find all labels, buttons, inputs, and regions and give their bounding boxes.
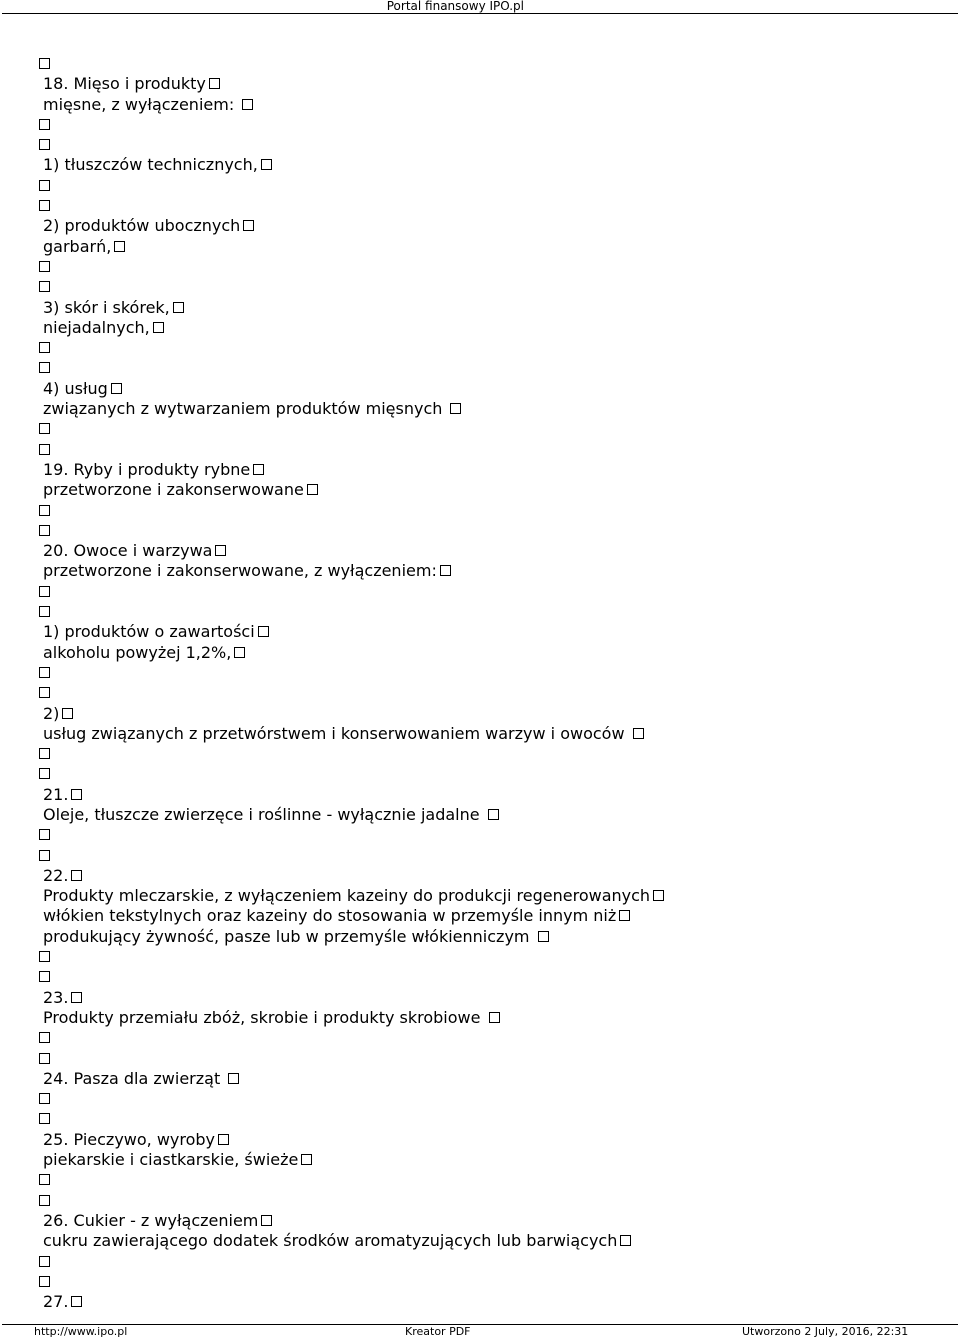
missing-glyph-box-icon [633, 728, 644, 739]
missing-glyph-box-icon [39, 667, 50, 678]
blank-line [43, 419, 943, 439]
text-line [43, 318, 943, 338]
text-line [43, 399, 943, 419]
footer-created-date: Utworzono 2 July, 2016, 22:31 [742, 1325, 909, 1338]
blank-line [43, 683, 943, 703]
text-line [43, 622, 943, 642]
missing-glyph-box-icon [39, 768, 50, 779]
missing-glyph-box-icon [243, 220, 254, 231]
line-text: 24. Pasza dla zwierząt [43, 1068, 226, 1088]
missing-glyph-box-icon [39, 342, 50, 353]
missing-glyph-box-icon [39, 829, 50, 840]
text-line [43, 237, 943, 257]
missing-glyph-box-icon [39, 281, 50, 292]
text-line [43, 155, 943, 175]
blank-line [43, 115, 943, 135]
line-text: związanych z wytwarzaniem produktów mięsnych [43, 399, 448, 419]
blank-line [43, 1049, 943, 1069]
missing-glyph-box-icon [234, 647, 245, 658]
missing-glyph-box-icon [39, 1256, 50, 1267]
missing-glyph-box-icon [111, 383, 122, 394]
missing-glyph-box-icon [228, 1073, 239, 1084]
line-text: 26. Cukier - z wyłączeniem [43, 1210, 259, 1230]
line-text: Oleje, tłuszcze zwierzęce i roślinne - wyłącznie jadalne [43, 804, 485, 824]
text-line [43, 1292, 943, 1312]
blank-line [43, 1252, 943, 1272]
missing-glyph-box-icon [71, 992, 82, 1003]
missing-glyph-box-icon [39, 423, 50, 434]
missing-glyph-box-icon [488, 809, 499, 820]
missing-glyph-box-icon [489, 1012, 500, 1023]
missing-glyph-box-icon [261, 159, 272, 170]
blank-line [43, 54, 943, 74]
missing-glyph-box-icon [258, 626, 269, 637]
text-line [43, 704, 943, 724]
line-text: przetworzone i zakonserwowane [43, 480, 304, 500]
missing-glyph-box-icon [71, 1296, 82, 1307]
missing-glyph-box-icon [39, 1053, 50, 1064]
missing-glyph-box-icon [39, 748, 50, 759]
blank-line [43, 176, 943, 196]
line-text: niejadalnych, [43, 317, 150, 337]
line-text: 18. Mięso i produkty [43, 74, 206, 94]
missing-glyph-box-icon [218, 1134, 229, 1145]
blank-line [43, 582, 943, 602]
missing-glyph-box-icon [253, 464, 264, 475]
missing-glyph-box-icon [39, 606, 50, 617]
blank-line [43, 1272, 943, 1292]
line-text: 3) skór i skórek, [43, 297, 170, 317]
missing-glyph-box-icon [39, 505, 50, 516]
blank-line [43, 521, 943, 541]
blank-line [43, 825, 943, 845]
missing-glyph-box-icon [71, 870, 82, 881]
missing-glyph-box-icon [114, 241, 125, 252]
line-text: piekarskie i ciastkarskie, świeże [43, 1150, 299, 1170]
line-text: Produkty mleczarskie, z wyłączeniem kazeiny do produkcji regenerowanych [43, 886, 651, 906]
blank-line [43, 1089, 943, 1109]
footer-creator: Kreator PDF [405, 1325, 471, 1338]
header-title: Portal finansowy IPO.pl [386, 0, 524, 13]
missing-glyph-box-icon [39, 1093, 50, 1104]
missing-glyph-box-icon [620, 1235, 631, 1246]
blank-line [43, 1109, 943, 1129]
text-line [43, 95, 943, 115]
missing-glyph-box-icon [39, 58, 50, 69]
blank-line [43, 663, 943, 683]
blank-line [43, 358, 943, 378]
line-text: 1) tłuszczów technicznych, [43, 155, 258, 175]
footer-url[interactable]: http://www.ipo.pl [34, 1325, 128, 1338]
text-line [43, 1150, 943, 1170]
text-line [43, 866, 943, 886]
blank-line [43, 947, 943, 967]
line-text: 25. Pieczywo, wyroby [43, 1129, 216, 1149]
missing-glyph-box-icon [261, 1215, 272, 1226]
blank-line [43, 501, 943, 521]
blank-line [43, 1191, 943, 1211]
missing-glyph-box-icon [215, 545, 226, 556]
text-line [43, 298, 943, 318]
missing-glyph-box-icon [242, 99, 253, 110]
missing-glyph-box-icon [39, 200, 50, 211]
missing-glyph-box-icon [653, 890, 664, 901]
line-text: 2) [43, 703, 60, 723]
line-text: 22. [43, 865, 69, 885]
text-line [43, 541, 943, 561]
missing-glyph-box-icon [39, 1195, 50, 1206]
missing-glyph-box-icon [301, 1154, 312, 1165]
missing-glyph-box-icon [39, 1113, 50, 1124]
text-line [43, 74, 943, 94]
missing-glyph-box-icon [619, 910, 630, 921]
blank-line [43, 277, 943, 297]
text-line [43, 480, 943, 500]
missing-glyph-box-icon [39, 1032, 50, 1043]
missing-glyph-box-icon [538, 931, 549, 942]
blank-line [43, 135, 943, 155]
line-text: 27. [43, 1292, 69, 1312]
missing-glyph-box-icon [39, 1174, 50, 1185]
missing-glyph-box-icon [307, 484, 318, 495]
line-text: alkoholu powyżej 1,2%, [43, 642, 232, 662]
line-text: 19. Ryby i produkty rybne [43, 459, 251, 479]
blank-line [43, 846, 943, 866]
blank-line [43, 1028, 943, 1048]
text-line [43, 724, 943, 744]
line-text: włókien tekstylnych oraz kazeiny do stosowania w przemyśle innym niż [43, 906, 617, 926]
line-text: 20. Owoce i warzywa [43, 541, 213, 561]
text-line [43, 1069, 943, 1089]
text-line [43, 906, 943, 926]
text-line [43, 927, 943, 947]
missing-glyph-box-icon [450, 403, 461, 414]
missing-glyph-box-icon [39, 261, 50, 272]
text-line [43, 643, 943, 663]
line-text: 2) produktów ubocznych [43, 216, 241, 236]
text-line [43, 1130, 943, 1150]
blank-line [43, 764, 943, 784]
missing-glyph-box-icon [39, 1276, 50, 1287]
document-body [43, 54, 943, 1312]
missing-glyph-box-icon [39, 444, 50, 455]
missing-glyph-box-icon [39, 951, 50, 962]
missing-glyph-box-icon [39, 850, 50, 861]
missing-glyph-box-icon [39, 119, 50, 130]
text-line [43, 988, 943, 1008]
line-text: 4) usług [43, 378, 108, 398]
text-line [43, 216, 943, 236]
missing-glyph-box-icon [39, 971, 50, 982]
blank-line [43, 744, 943, 764]
text-line [43, 886, 943, 906]
text-line [43, 1008, 943, 1028]
text-line [43, 460, 943, 480]
blank-line [43, 196, 943, 216]
missing-glyph-box-icon [39, 525, 50, 536]
text-line [43, 1231, 943, 1251]
missing-glyph-box-icon [62, 708, 73, 719]
line-text: mięsne, z wyłączeniem: [43, 94, 240, 114]
missing-glyph-box-icon [173, 302, 184, 313]
missing-glyph-box-icon [440, 565, 451, 576]
line-text: 23. [43, 987, 69, 1007]
line-text: przetworzone i zakonserwowane, z wyłączeniem: [43, 561, 437, 581]
text-line [43, 561, 943, 581]
text-line [43, 785, 943, 805]
missing-glyph-box-icon [39, 586, 50, 597]
blank-line [43, 440, 943, 460]
line-text: garbarń, [43, 236, 112, 256]
missing-glyph-box-icon [209, 78, 220, 89]
missing-glyph-box-icon [153, 322, 164, 333]
text-line [43, 379, 943, 399]
text-line [43, 1211, 943, 1231]
text-line [43, 805, 943, 825]
line-text: usług związanych z przetwórstwem i konserwowaniem warzyw i owoców [43, 723, 630, 743]
blank-line [43, 338, 943, 358]
header-divider [2, 13, 958, 14]
missing-glyph-box-icon [39, 687, 50, 698]
page-header [0, 0, 960, 14]
blank-line [43, 967, 943, 987]
blank-line [43, 1170, 943, 1190]
line-text: cukru zawierającego dodatek środków aromatyzujących lub barwiących [43, 1231, 618, 1251]
line-text: produkujący żywność, pasze lub w przemyśle włókienniczym [43, 926, 535, 946]
missing-glyph-box-icon [39, 180, 50, 191]
line-text: 1) produktów o zawartości [43, 622, 255, 642]
missing-glyph-box-icon [39, 362, 50, 373]
line-text: 21. [43, 784, 69, 804]
line-text: Produkty przemiału zbóż, skrobie i produkty skrobiowe [43, 1007, 486, 1027]
missing-glyph-box-icon [39, 139, 50, 150]
blank-line [43, 257, 943, 277]
blank-line [43, 602, 943, 622]
missing-glyph-box-icon [71, 789, 82, 800]
